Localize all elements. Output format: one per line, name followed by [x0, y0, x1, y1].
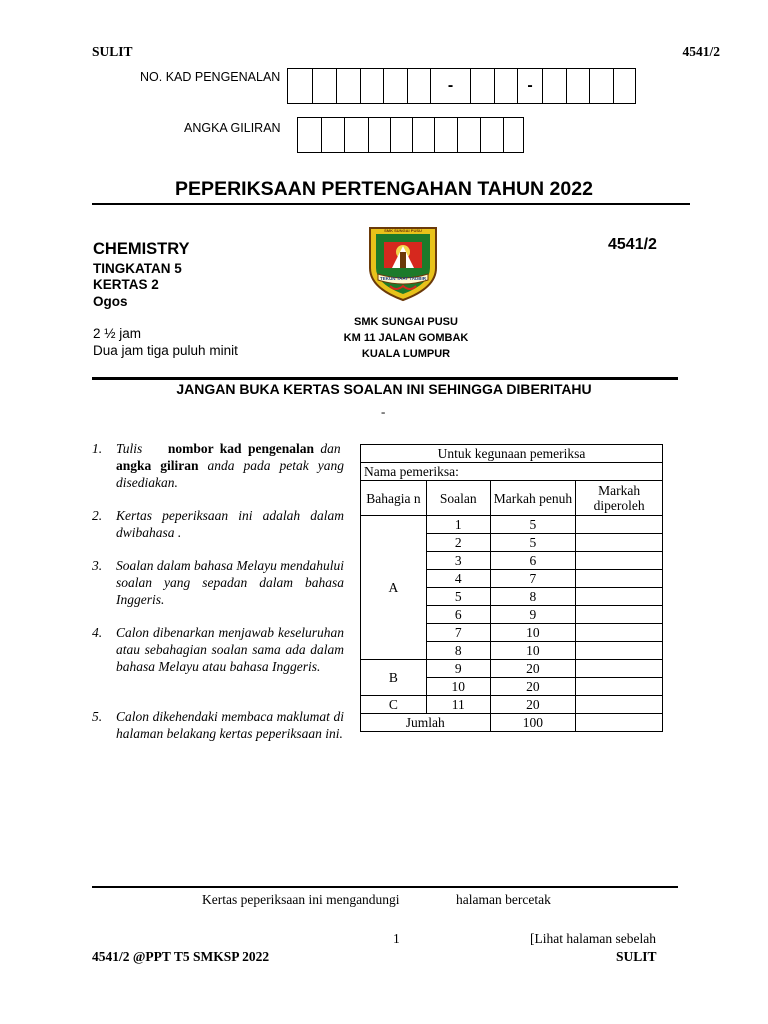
input-box[interactable]: [312, 68, 336, 104]
instruction-number: 1.: [92, 441, 103, 456]
question-number: 4: [426, 570, 490, 588]
instruction-text: Calon dibenarkan menjawab keseluruhan atau sebahagian soalan sama ada dalam bahasa Melayu atau bahasa Inggeris.: [116, 625, 344, 674]
form-level: TINGKATAN 5: [93, 261, 182, 276]
school-address-line2: KUALA LUMPUR: [361, 348, 451, 360]
header-confidential: SULIT: [92, 44, 133, 59]
input-box[interactable]: [470, 68, 494, 104]
marks-obtained-cell[interactable]: [576, 624, 663, 642]
instruction-4: [92, 624, 344, 675]
full-marks: 20: [490, 678, 576, 696]
instruction-text: Kertas peperiksaan ini adalah dalam dwibahasa .: [116, 508, 344, 540]
input-box[interactable]: [336, 68, 360, 104]
page-count-text: Kertas peperiksaan ini mengandungi: [202, 892, 400, 907]
input-box[interactable]: [360, 68, 383, 104]
full-marks: 20: [490, 696, 576, 714]
input-box[interactable]: [503, 117, 524, 153]
marks-obtained-cell[interactable]: [576, 678, 663, 696]
instruction-2: [92, 507, 344, 541]
table-row: [361, 660, 663, 678]
input-box[interactable]: [480, 117, 503, 153]
question-number: 5: [426, 588, 490, 606]
instruction-1: [92, 440, 344, 491]
input-box[interactable]: [457, 117, 480, 153]
marks-obtained-cell[interactable]: [576, 642, 663, 660]
question-number: 6: [426, 606, 490, 624]
question-number: 2: [426, 534, 490, 552]
full-marks: 10: [490, 624, 576, 642]
question-number: 3: [426, 552, 490, 570]
instruction-number: 4.: [92, 625, 103, 640]
section-label: C: [361, 696, 427, 714]
marks-obtained-cell[interactable]: [576, 588, 663, 606]
total-full-marks: 100: [490, 714, 576, 732]
question-number: 1: [426, 516, 490, 534]
instruction-text: Tulis: [116, 441, 143, 456]
paper-number: KERTAS 2: [93, 277, 159, 292]
instruction-text: anda pada petak yang disediakan.: [116, 458, 344, 490]
examiner-name-field[interactable]: Nama pemeriksa:: [361, 463, 663, 481]
question-number: 9: [426, 660, 490, 678]
full-marks: 20: [490, 660, 576, 678]
logo-top-text: SMK SUNGAI PUSU: [384, 228, 422, 233]
total-marks-obtained[interactable]: [576, 714, 663, 732]
input-box[interactable]: [566, 68, 589, 104]
exam-title: PEPERIKSAAN PERTENGAHAN TAHUN 2022: [175, 178, 593, 200]
instruction-text: Soalan dalam bahasa Melayu mendahului soalan yang sepadan dalam bahasa Inggeris.: [116, 558, 344, 607]
instruction-number: 3.: [92, 558, 103, 573]
duration-words: Dua jam tiga puluh minit: [93, 343, 238, 358]
header-paper-code: 4541/2: [682, 44, 720, 59]
examiner-marks-table: [360, 444, 663, 732]
school-logo: [366, 222, 440, 302]
question-number: 11: [426, 696, 490, 714]
total-label: Jumlah: [361, 714, 491, 732]
instruction-emphasis: nombor kad pengenalan: [167, 441, 314, 456]
input-box[interactable]: [321, 117, 344, 153]
marks-obtained-cell[interactable]: [576, 606, 663, 624]
header-question: Soalan: [426, 481, 490, 516]
question-number: 8: [426, 642, 490, 660]
full-marks: 6: [490, 552, 576, 570]
input-box[interactable]: [589, 68, 613, 104]
input-box[interactable]: [434, 117, 457, 153]
duration: 2 ½ jam: [93, 326, 142, 341]
warning-divider: [92, 377, 678, 380]
instruction-emphasis: angka giliran: [116, 458, 199, 473]
warning-dash: -: [381, 404, 386, 419]
input-box[interactable]: [390, 117, 412, 153]
header-marks-obtained: Markah diperoleh: [576, 481, 663, 516]
full-marks: 5: [490, 534, 576, 552]
total-row: [361, 714, 663, 732]
instruction-5: [92, 708, 344, 742]
header-section: Bahagia n: [361, 481, 427, 516]
marks-obtained-cell[interactable]: [576, 534, 663, 552]
marks-obtained-cell[interactable]: [576, 516, 663, 534]
section-label: B: [361, 660, 427, 696]
instruction-3: [92, 557, 344, 608]
marks-obtained-cell[interactable]: [576, 552, 663, 570]
marks-obtained-cell[interactable]: [576, 660, 663, 678]
full-marks: 8: [490, 588, 576, 606]
table-row: [361, 516, 663, 534]
exam-month: Ogos: [93, 294, 128, 309]
full-marks: 5: [490, 516, 576, 534]
instruction-number: 2.: [92, 508, 103, 523]
subject-name: CHEMISTRY: [93, 240, 190, 258]
page-count-suffix: halaman bercetak: [456, 892, 551, 907]
input-box[interactable]: -: [430, 68, 470, 104]
instruction-text: Calon dikehendaki membaca maklumat di halaman belakang kertas peperiksaan ini.: [116, 709, 344, 741]
full-marks: 10: [490, 642, 576, 660]
instruction-number: 5.: [92, 709, 103, 724]
input-box[interactable]: [368, 117, 390, 153]
question-number: 7: [426, 624, 490, 642]
input-box[interactable]: [542, 68, 566, 104]
marks-obtained-cell[interactable]: [576, 570, 663, 588]
input-box[interactable]: [412, 117, 434, 153]
instruction-text: dan: [320, 441, 341, 456]
input-box[interactable]: [287, 68, 312, 104]
next-page-note: [Lihat halaman sebelah: [530, 931, 656, 946]
page-number: 1: [393, 931, 400, 946]
input-box[interactable]: -: [517, 68, 542, 104]
logo-banner-text: TEKUN TAAT TADBIR: [380, 276, 426, 281]
ic-number-boxes[interactable]: [287, 68, 636, 104]
table-title: Untuk kegunaan pemeriksa: [361, 445, 663, 463]
input-box[interactable]: [344, 117, 368, 153]
input-box[interactable]: [383, 68, 407, 104]
input-box[interactable]: [613, 68, 636, 104]
input-box[interactable]: [297, 117, 321, 153]
question-number: 10: [426, 678, 490, 696]
input-box[interactable]: [407, 68, 430, 104]
input-box[interactable]: [494, 68, 517, 104]
roll-number-label: ANGKA GILIRAN: [184, 121, 281, 135]
footer-divider: [92, 886, 678, 888]
header-full-marks: Markah penuh: [490, 481, 576, 516]
school-name: SMK SUNGAI PUSU: [354, 316, 458, 328]
subject-code: 4541/2: [608, 236, 657, 253]
section-label: A: [361, 516, 427, 660]
school-address-line1: KM 11 JALAN GOMBAK: [343, 332, 469, 344]
footer-confidential: SULIT: [616, 949, 657, 964]
do-not-open-warning: JANGAN BUKA KERTAS SOALAN INI SEHINGGA DIBERITAHU: [176, 381, 592, 397]
footer-paper-code: 4541/2 @PPT T5 SMKSP 2022: [92, 949, 270, 964]
roll-number-boxes[interactable]: [297, 117, 524, 153]
title-divider: [92, 203, 690, 205]
table-row: [361, 696, 663, 714]
ic-number-label: NO. KAD PENGENALAN: [140, 70, 281, 84]
marks-obtained-cell[interactable]: [576, 696, 663, 714]
full-marks: 9: [490, 606, 576, 624]
full-marks: 7: [490, 570, 576, 588]
